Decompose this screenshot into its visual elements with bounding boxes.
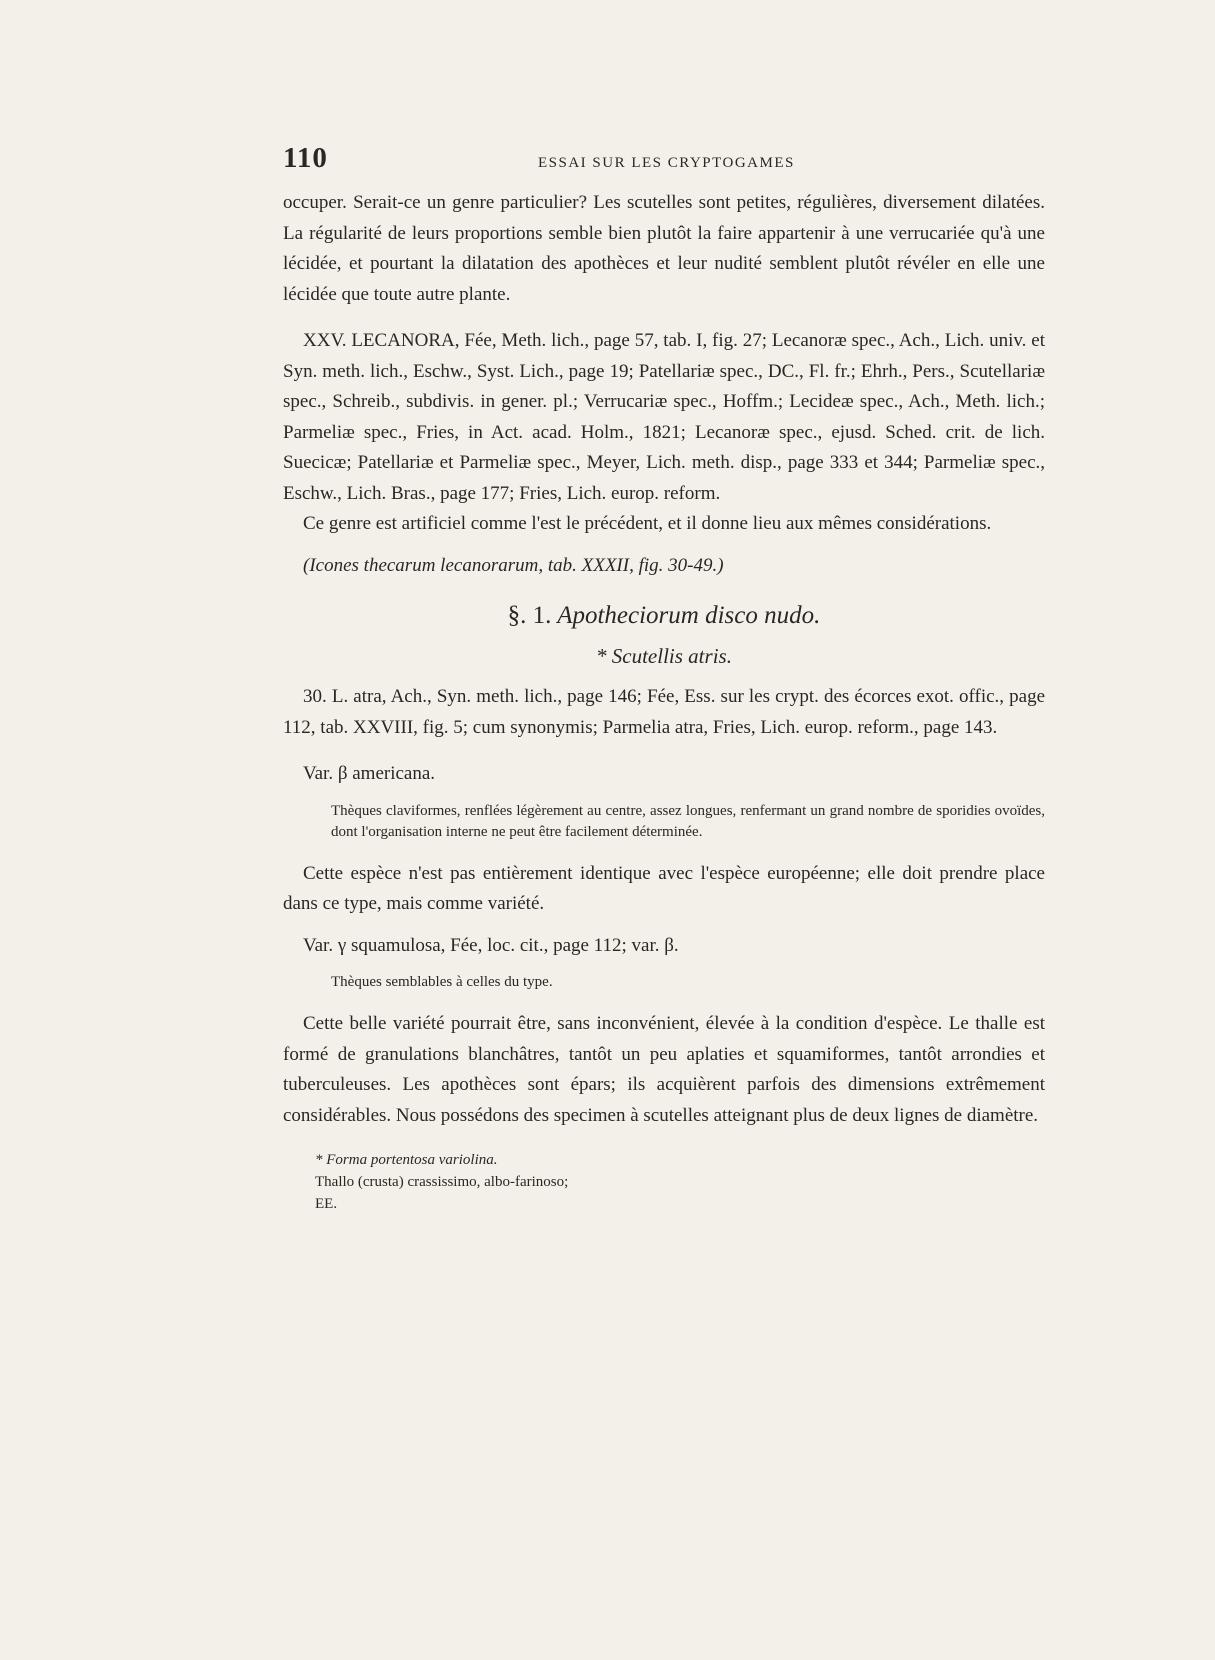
section-title: Apotheciorum disco nudo. [557, 602, 821, 629]
icones-text: (Icones thecarum lecanorarum, tab. XXXII, fig. 30-49.) [303, 554, 724, 576]
genus-name: LECANORA [351, 330, 455, 351]
page-header [283, 142, 1043, 182]
genus-number: XXV. [303, 330, 347, 351]
footnote-form [315, 1149, 1045, 1171]
signature-mark: EE. [315, 1196, 338, 1212]
page-number: 110 [283, 142, 328, 174]
footnote-block [283, 1149, 1045, 1215]
section-heading [283, 599, 1045, 633]
section-mark: §. 1. [507, 602, 552, 629]
variety-gamma: Var. γ squamulosa, Fée, loc. cit., page 112; var. β. [303, 934, 679, 956]
running-title: ESSAI SUR LES CRYPTOGAMES [538, 155, 795, 171]
page-body [283, 188, 1045, 1215]
footnote-thallus: Thallo (crusta) crassissimo, albo-farinoso; [315, 1174, 569, 1190]
subsection-heading: * Scutellis atris. [596, 644, 732, 668]
genus-entry [283, 326, 1045, 509]
variety-beta: Var. β americana. [303, 763, 436, 784]
paragraph-variety-discussion: Cette belle variété pourrait être, sans inconvénient, élevée à la condition d'espèce. Le thalle est formé de granulations blanchâtres, tantôt un peu aplaties et squamiformes, tantôt arrondies et tuberculeuses. Les apothèces sont épars; ils acquièrent parfois des dimensions extrêmement considérables. Nous possédons des specimen à scutelles atteignant plus de deux lignes de diamètre. [283, 1013, 1045, 1126]
genus-synonymy: , Fée, Meth. lich., page 57, tab. I, fig. 27; Lecanoræ spec., Ach., Lich. univ. et Syn. meth. lich., Eschw., Syst. Lich., page 19; Patellariæ spec., DC., Fl. fr.; Ehrh., Pers., Scutellariæ spec., Schreib., subdivis. in gener. pl.; Verrucariæ spec., Hoffm.; Lecideæ spec., Ach., Meth. lich.; Parmeliæ spec., Fries, in Act. acad. Holm., 1821; Lecanoræ spec., ejusd. Sched. crit. de lich. Suecicæ; Patellariæ et Parmeliæ spec., Meyer, Lich. meth. disp., page 333 et 344; Parmeliæ spec., Eschw., Lich. Bras., page 177; Fries, Lich. europ. reform. [283, 330, 1045, 504]
variety-gamma-description: Thèques semblables à celles du type. [331, 974, 553, 990]
species-entry: 30. L. atra, Ach., Syn. meth. lich., page 146; Fée, Ess. sur les crypt. des écorces exot. offic., page 112, tab. XXVIII, fig. 5; cum synonymis; Parmelia atra, Fries, Lich. europ. reform., page 143. [283, 686, 1045, 738]
icones-reference [283, 551, 1045, 582]
genus-remark: Ce genre est artificiel comme l'est le précédent, et il donne lieu aux mêmes considérations. [303, 513, 992, 534]
paragraph-continued: occuper. Serait-ce un genre particulier? Les scutelles sont petites, régulières, diversement dilatées. La régularité de leurs proportions semble bien plutôt la faire appartenir à une verrucariée qu'à une lécidée, et pourtant la dilatation des apothèces et leur nudité semblent plutôt révéler en elle une lécidée que toute autre plante. [283, 192, 1045, 305]
footnote-form-text: * Forma portentosa variolina. [315, 1152, 498, 1168]
variety-beta-description: Thèques claviformes, renflées légèrement au centre, assez longues, renfermant un grand nombre de sporidies ovoïdes, dont l'organisation interne ne peut être facilement déterminée. [331, 802, 1045, 840]
paragraph-variety-note: Cette espèce n'est pas entièrement identique avec l'espèce européenne; elle doit prendre place dans ce type, mais comme variété. [283, 862, 1045, 914]
